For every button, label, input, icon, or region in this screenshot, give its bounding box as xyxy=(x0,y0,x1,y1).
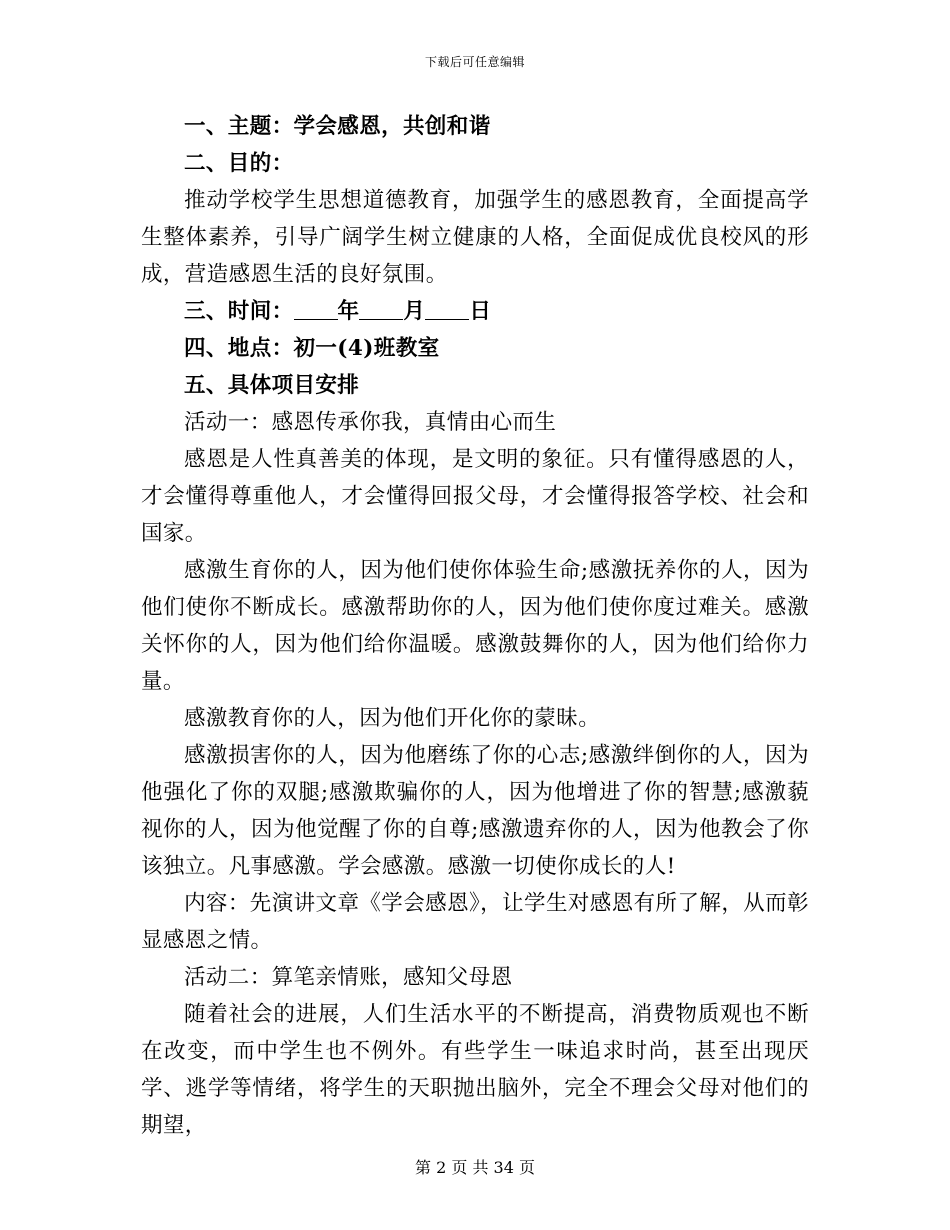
activity1-title: 活动一：感恩传承你我，真情由心而生 xyxy=(184,410,557,435)
page-header: 下载后可任意编辑 xyxy=(424,55,525,69)
time-month: 月 xyxy=(403,299,426,324)
activity2-paragraph-1: 随着社会的进展，人们生活水平的不断提高，消费物质观也不断在改变，而中学生也不例外。有些学生一味追求时尚，甚至出现厌学、逃学等情绪，将学生的天职抛出脑外，完全不理会父母对他们的期望， xyxy=(141,1002,809,1138)
section-purpose-title: 二、目的： xyxy=(184,151,294,176)
activity1-paragraph-2: 感激生育你的人，因为他们使你体验生命;感激抚养你的人，因为他们使你不断成长。感激帮助你的人，因为他们使你度过难关。感激关怀你的人，因为他们给你温暖。感激鼓舞你的人，因为他们给你力量。 xyxy=(141,558,809,694)
document-body xyxy=(141,108,809,1144)
activity1-paragraph-1: 感恩是人性真善美的体现，是文明的象征。只有懂得感恩的人，才会懂得尊重他人，才会懂得回报父母，才会懂得报答学校、社会和国家。 xyxy=(141,447,809,546)
time-day: 日 xyxy=(469,299,492,324)
time-year: 年 xyxy=(337,299,360,324)
section-theme: 一、主题：学会感恩，共创和谐 xyxy=(184,114,491,139)
time-label: 三、时间： xyxy=(184,299,294,324)
activity1-paragraph-4: 感激损害你的人，因为他磨练了你的心志;感激绊倒你的人，因为他强化了你的双腿;感激欺骗你的人，因为他增进了你的智慧;感激藐视你的人，因为他觉醒了你的自尊;感激遗弃你的人，因为他教会了你该独立。凡事感激。学会感激。感激一切使你成长的人! xyxy=(141,743,809,879)
year-blank xyxy=(294,299,338,320)
section-time xyxy=(141,293,809,330)
day-blank xyxy=(425,299,469,320)
section-purpose-body: 推动学校学生思想道德教育，加强学生的感恩教育，全面提高学生整体素养，引导广阔学生树立健康的人格，全面促成优良校风的形成，营造感恩生活的良好氛围。 xyxy=(141,188,809,287)
page-footer: 第 2 页 共 34 页 xyxy=(415,1158,535,1177)
activity2-title: 活动二：算笔亲情账，感知父母恩 xyxy=(184,965,513,990)
section-place: 四、地点：初一(4)班教室 xyxy=(184,336,440,361)
activity1-content: 内容：先演讲文章《学会感恩》，让学生对感恩有所了解，从而彰显感恩之情。 xyxy=(141,891,809,953)
section-arrangement-title: 五、具体项目安排 xyxy=(184,373,360,398)
month-blank xyxy=(359,299,403,320)
activity1-paragraph-3: 感激教育你的人，因为他们开化你的蒙昧。 xyxy=(184,706,601,731)
